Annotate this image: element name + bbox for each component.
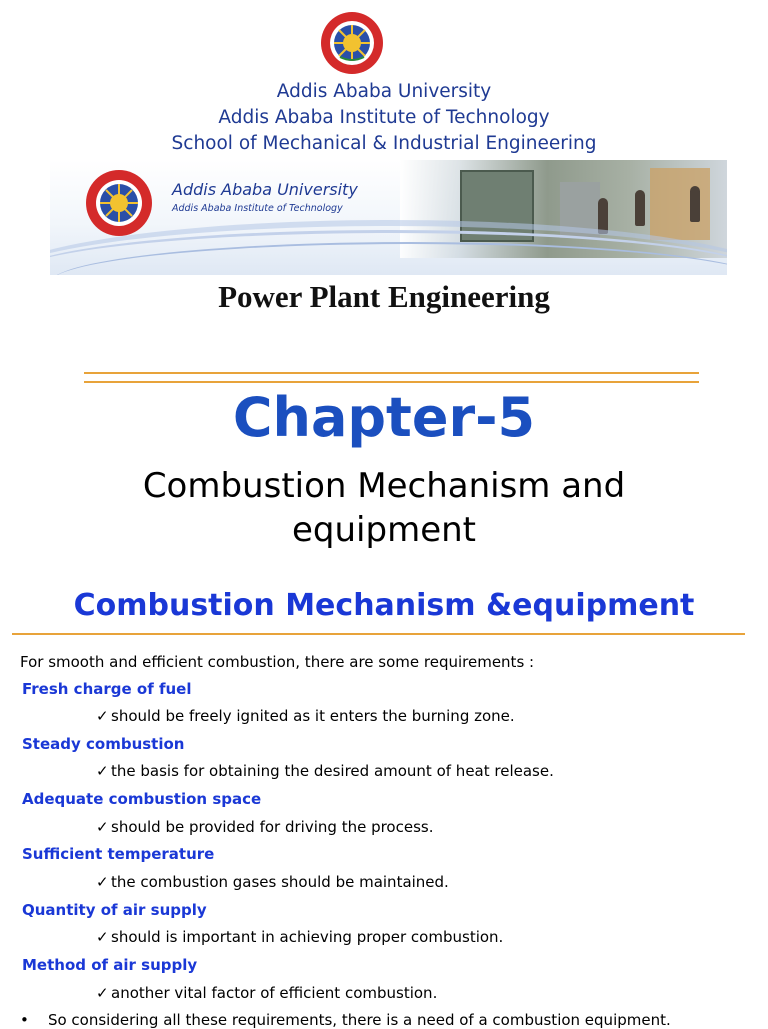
divider-top <box>84 372 699 374</box>
requirement-detail-text: should be provided for driving the process. <box>111 818 434 836</box>
requirement-title: Steady combustion <box>22 735 185 753</box>
requirement-detail-text: the combustion gases should be maintained. <box>111 873 449 891</box>
chapter-subtitle-line2: equipment <box>292 510 476 550</box>
university-name: Addis Ababa University <box>276 81 492 102</box>
requirement-detail <box>96 707 515 725</box>
requirement-detail <box>96 818 434 836</box>
section-divider <box>12 633 745 635</box>
requirement-title: Sufficient temperature <box>22 845 215 863</box>
checkmark-icon: ✓ <box>96 928 109 946</box>
chapter-subtitle-line1: Combustion Mechanism and <box>142 466 626 506</box>
checkmark-icon: ✓ <box>96 762 109 780</box>
university-seal-logo <box>320 11 384 75</box>
banner-title: Addis Ababa University <box>172 180 358 199</box>
university-banner <box>50 160 727 275</box>
school-name: School of Mechanical & Industrial Engineering <box>171 133 597 154</box>
chapter-label: Chapter-5 <box>232 386 536 449</box>
checkmark-icon: ✓ <box>96 984 109 1002</box>
checkmark-icon: ✓ <box>96 873 109 891</box>
requirement-detail <box>96 928 503 946</box>
requirement-detail-text: should be freely ignited as it enters the burning zone. <box>111 707 515 725</box>
intro-text: For smooth and efficient combustion, there are some requirements : <box>20 653 535 671</box>
course-title: Power Plant Engineering <box>218 279 550 314</box>
banner-seal-logo <box>85 169 153 237</box>
banner-subtitle: Addis Ababa Institute of Technology <box>172 203 343 214</box>
requirement-detail <box>96 762 554 780</box>
bullet-icon: • <box>20 1011 29 1029</box>
institute-name: Addis Ababa Institute of Technology <box>218 107 550 128</box>
requirement-detail-text: another vital factor of efficient combustion. <box>111 984 438 1002</box>
requirement-detail-text: should is important in achieving proper combustion. <box>111 928 504 946</box>
requirement-detail-text: the basis for obtaining the desired amount of heat release. <box>111 762 554 780</box>
section-heading: Combustion Mechanism &equipment <box>73 588 695 623</box>
requirement-title: Adequate combustion space <box>22 790 262 808</box>
requirement-title: Quantity of air supply <box>22 901 207 919</box>
checkmark-icon: ✓ <box>96 707 109 725</box>
conclusion-bullet <box>20 1011 671 1029</box>
requirement-detail <box>96 873 449 891</box>
requirement-title: Method of air supply <box>22 956 198 974</box>
checkmark-icon: ✓ <box>96 818 109 836</box>
requirement-title: Fresh charge of fuel <box>22 680 192 698</box>
conclusion-text: So considering all these requirements, there is a need of a combustion equipment. <box>47 1011 671 1029</box>
requirement-detail <box>96 984 437 1002</box>
